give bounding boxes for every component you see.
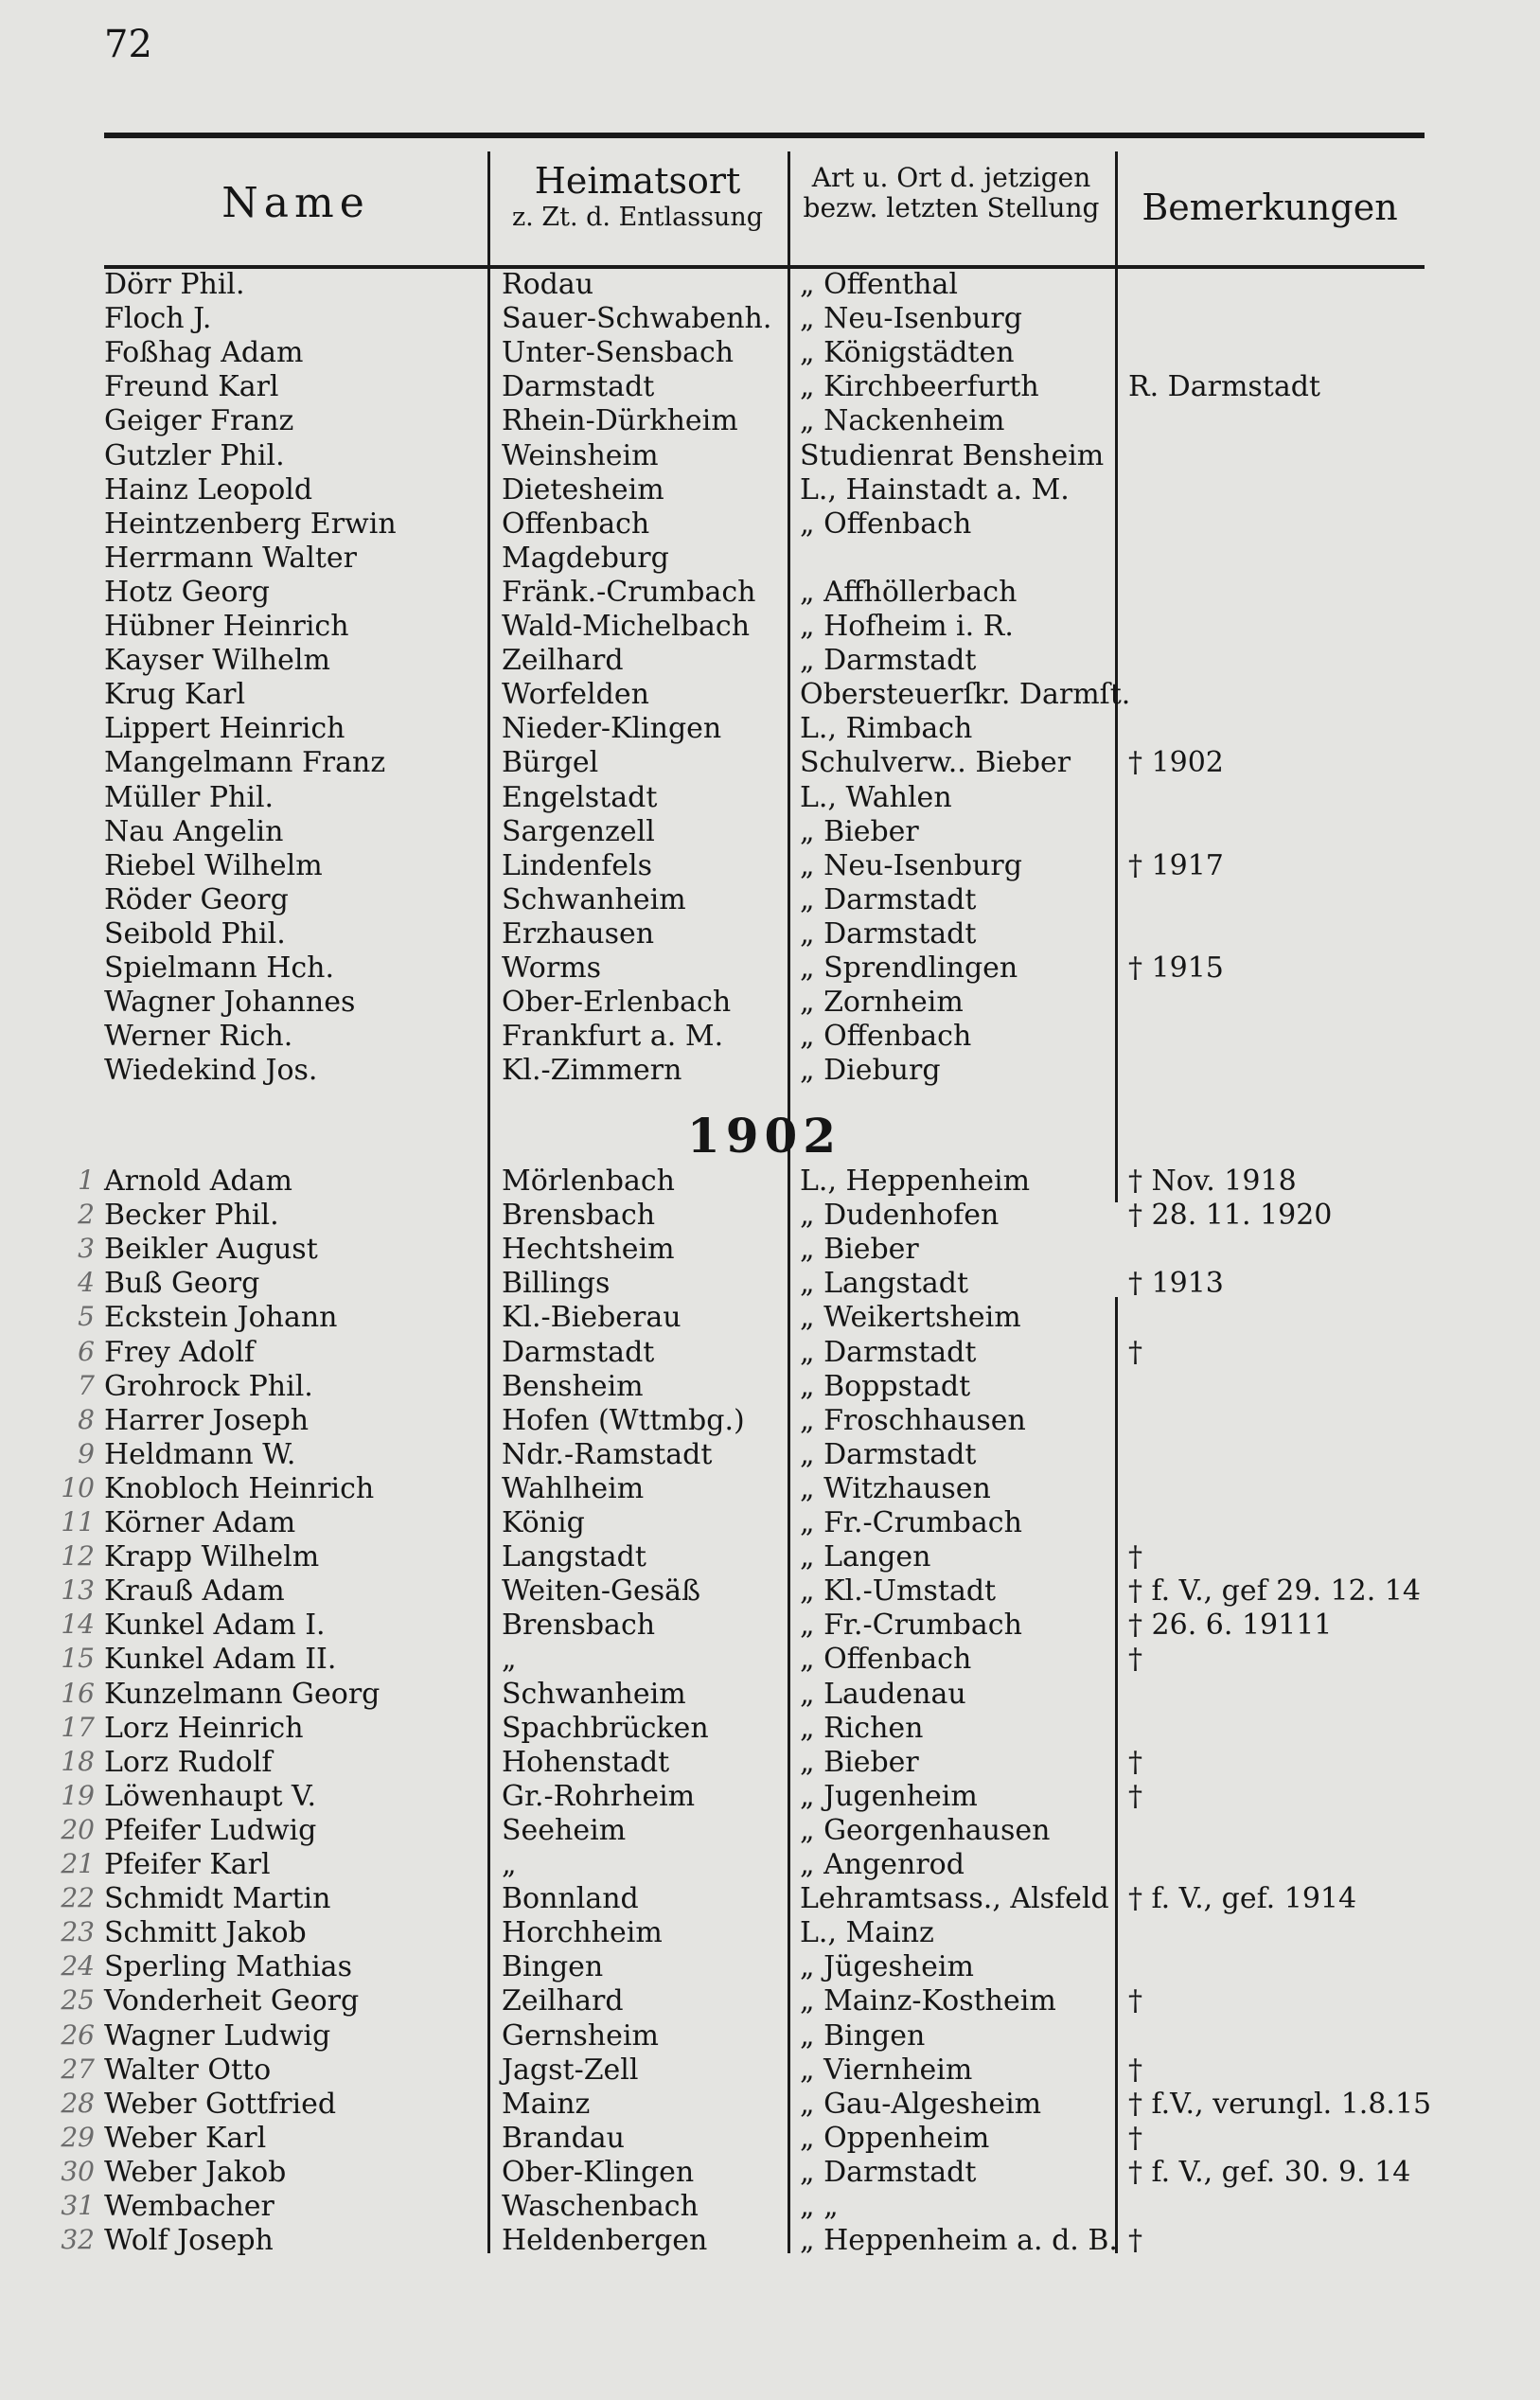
cell-position: „ Jügesheim [800,1950,974,1984]
cell-position: „ Heppenheim a. d. B. [800,2224,1118,2258]
cell-hometown: Sargenzell [502,814,655,848]
table-row [61,2190,1425,2224]
table-row [61,1984,1425,2018]
table-row [61,1574,1425,1609]
cell-hometown: „ [502,1643,517,1677]
cell-name: Frey Adolf [104,1335,256,1369]
cell-position: „ Boppstadt [800,1369,971,1403]
cell-name: Walter Otto [104,2053,272,2087]
cell-name: Müller Phil. [104,780,274,814]
cell-hometown: Hechtsheim [502,1233,675,1267]
cell-name: Riebel Wilhelm [104,848,323,882]
cell-remarks: † [1128,2053,1142,2087]
cell-remarks: † 28. 11. 1920 [1128,1199,1333,1233]
cell-position: „ Königstädten [800,336,1015,370]
cell-position: „ Bingen [800,2018,926,2053]
cell-hometown: Bensheim [502,1369,644,1403]
cell-hometown: Dietesheim [502,472,664,507]
table-row [104,883,1425,917]
table-row [104,370,1425,404]
header-name: Name [221,179,370,227]
cell-hometown: Offenbach [502,507,650,541]
cell-position: „ Neu-Isenburg [800,302,1022,336]
cell-hometown: Lindenfels [502,848,652,882]
table-row [104,1020,1425,1054]
table-row [78,1335,1425,1370]
row-index: 11 [61,1506,95,1538]
cell-position: „ Langstadt [800,1267,969,1301]
cell-name: Wembacher [104,2190,274,2223]
table-row [61,2018,1425,2053]
cell-hometown: Gernsheim [502,2018,659,2053]
cell-hometown: Wald-Michelbach [502,610,751,643]
cell-hometown: Hohenstadt [502,1745,670,1779]
table-row [104,507,1425,542]
cell-position: „ Dudenhofen [800,1199,1000,1233]
header-position-line1: Art u. Ort d. jetzigen [811,162,1091,193]
cell-position: „ Viernheim [800,2053,973,2087]
row-index: 31 [61,2190,95,2221]
cell-position: „ Fr.-Crumbach [800,1506,1022,1539]
cell-position: „ Dieburg [800,1054,941,1088]
cell-hometown: Schwanheim [502,882,686,916]
table-row [78,1369,1425,1404]
cell-name: Pfeifer Ludwig [104,1813,317,1847]
table-row [61,1471,1425,1506]
cell-name: Freund Karl [104,370,279,404]
cell-position: Obersteuerſkr. Darmſt. [800,678,1131,712]
cell-remarks: † [1128,2224,1142,2258]
table-row [104,644,1425,678]
cell-name: Eckstein Johann [104,1301,338,1335]
table-row [61,1916,1425,1950]
table-row [104,473,1425,507]
cell-hometown: Kl.-Bieberau [502,1301,681,1335]
table-row [104,678,1425,712]
cell-position: „ Darmstadt [800,916,977,951]
row-index: 9 [78,1437,95,1469]
cell-name: Weber Jakob [104,2155,287,2189]
cell-position: „ Georgenhausen [800,1813,1051,1847]
row-index: 2 [78,1199,95,1231]
cell-remarks: † [1128,1779,1142,1813]
cell-hometown: Jagst-Zell [502,2053,639,2087]
cell-position: „ Darmstadt [800,1335,977,1369]
cell-name: Krug Karl [104,678,246,712]
cell-position: „ Offenthal [800,268,958,301]
year-heading: 1902 [686,1108,842,1164]
cell-position: „ Affhöllerbach [800,575,1018,609]
table-row [104,610,1425,644]
table-row [104,576,1425,610]
table-row [61,1643,1425,1677]
cell-hometown: Nieder-Klingen [502,712,722,746]
table-row [104,951,1425,986]
cell-remarks: † 1902 [1128,746,1224,780]
cell-name: Löwenhaupt V. [104,1779,317,1813]
cell-position: „ Nackenheim [800,404,1005,438]
table-row [61,1882,1425,1916]
cell-remarks: † [1128,1745,1142,1779]
cell-position: „ Kirchbeerfurth [800,370,1039,404]
cell-position: „ Froschhausen [800,1403,1026,1437]
cell-position: „ Sprendlingen [800,951,1018,985]
table-row [61,1609,1425,1643]
table-top-rule [104,133,1425,138]
row-index: 23 [61,1916,95,1948]
row-index: 21 [61,1848,95,1879]
row-index: 22 [61,1882,95,1914]
cell-name: Wagner Ludwig [104,2018,331,2053]
header-hometown-line2: z. Zt. d. Entlassung [511,202,764,232]
table-row [61,1950,1425,1984]
row-index: 14 [61,1609,95,1641]
cell-name: Kunkel Adam I. [104,1609,326,1643]
cell-name: Nau Angelin [104,814,284,848]
row-index: 18 [61,1745,95,1777]
cell-name: Spielmann Hch. [104,951,335,985]
cell-hometown: Weiten-Gesäß [502,1574,701,1609]
cell-hometown: Darmstadt [502,370,655,404]
cell-hometown: Mörlenbach [502,1164,676,1198]
header-hometown-line1: Heimatsort [534,160,741,202]
cell-remarks: † f. V., gef 29. 12. 14 [1128,1574,1421,1609]
cell-hometown: Spachbrücken [502,1711,709,1745]
cell-name: Heldmann W. [104,1437,296,1471]
cell-name: Kunzelmann Georg [104,1677,381,1711]
cell-position: „ Kl.-Umstadt [800,1574,997,1609]
cell-hometown: Waschenbach [502,2190,699,2223]
cell-position: „ Darmstadt [800,2155,977,2189]
cell-hometown: Erzhausen [502,916,655,951]
cell-remarks: † f. V., gef. 1914 [1128,1882,1357,1916]
cell-hometown: Magdeburg [502,541,669,575]
cell-position: „ Offenbach [800,507,972,541]
cell-hometown: Bürgel [502,746,599,780]
table-row [61,1779,1425,1814]
cell-name: Wagner Johannes [104,986,356,1020]
row-index: 32 [61,2224,95,2256]
cell-position: „ Neu-Isenburg [800,848,1022,882]
cell-name: Lippert Heinrich [104,712,345,746]
cell-name: Krapp Wilhelm [104,1540,320,1574]
row-index: 6 [78,1335,95,1367]
cell-position: „ Darmstadt [800,1437,977,1471]
cell-hometown: Engelstadt [502,780,658,814]
cell-hometown: Hofen (Wttmbg.) [502,1403,745,1437]
cell-remarks: R. Darmstadt [1128,370,1320,404]
row-index: 26 [61,2018,95,2051]
page-number: 72 [104,23,152,66]
row-index: 29 [61,2121,95,2153]
cell-remarks: † 1917 [1128,848,1224,882]
cell-hometown: Worfelden [502,678,649,712]
cell-hometown: Rhein-Dürkheim [502,404,738,438]
table-row [104,986,1425,1020]
row-index: 28 [61,2087,95,2119]
cell-position: Lehramtsass., Alsfeld [800,1882,1109,1916]
cell-name: Knobloch Heinrich [104,1471,375,1505]
table-row [61,2224,1425,2258]
row-index: 15 [61,1643,95,1675]
table-row [104,542,1425,576]
cell-position: „ Hofheim i. R. [800,610,1014,643]
row-index: 7 [78,1369,95,1401]
cell-hometown: Worms [502,951,602,985]
row-index: 13 [61,1574,95,1607]
cell-remarks: † Nov. 1918 [1128,1164,1297,1198]
table-row [61,1540,1425,1574]
cell-name: Mangelmann Franz [104,746,386,780]
cell-hometown: Frankfurt a. M. [502,1020,724,1054]
cell-position: „ Mainz-Kostheim [800,1984,1056,2018]
cell-position: „ Jugenheim [800,1779,978,1813]
cell-name: Vonderheit Georg [104,1984,360,2018]
row-index: 16 [61,1677,95,1709]
row-index: 19 [61,1779,95,1811]
row-index: 25 [61,1984,95,2017]
row-index: 8 [78,1403,95,1435]
cell-position: „ Bieber [800,814,919,848]
cell-name: Herrmann Walter [104,541,357,575]
cell-hometown: Bonnland [502,1882,639,1916]
cell-name: Werner Rich. [104,1020,293,1054]
cell-position: L., Wahlen [800,780,952,814]
cell-position: „ Weikertsheim [800,1301,1021,1335]
row-index: 1 [78,1164,95,1196]
cell-remarks: † [1128,1643,1142,1677]
cell-position: L., Rimbach [800,712,973,746]
cell-hometown: Ndr.-Ramstadt [502,1437,713,1471]
cell-hometown: Rodau [502,268,594,301]
table-row [104,781,1425,815]
cell-hometown: Billings [502,1267,611,1301]
cell-name: Lorz Rudolf [104,1745,273,1779]
table-row [104,439,1425,473]
cell-name: Seibold Phil. [104,916,286,951]
cell-hometown: Ober-Klingen [502,2155,695,2189]
cell-name: Weber Gottfried [104,2087,337,2121]
cell-hometown: Brensbach [502,1609,656,1643]
table-row [61,1813,1425,1848]
cell-hometown: Zeilhard [502,644,624,678]
cell-position: Schulverw.. Bieber [800,746,1071,780]
cell-position: „ „ [800,2190,839,2223]
cell-name: Heintzenberg Erwin [104,507,397,541]
table-row [61,2053,1425,2088]
cell-position: „ Offenbach [800,1643,972,1677]
table-row [104,815,1425,849]
header-hometown [487,161,788,232]
table-row [61,1745,1425,1780]
table-row [104,1054,1425,1088]
row-index: 4 [78,1267,95,1299]
cell-name: Kunkel Adam II. [104,1643,337,1677]
cell-position: L., Hainstadt a. M. [800,472,1070,507]
cell-remarks: † f.V., verungl. 1.8.15 [1128,2087,1432,2121]
table-row [104,302,1425,336]
cell-position: „ Laudenau [800,1677,966,1711]
cell-hometown: Horchheim [502,1916,663,1950]
cell-name: Arnold Adam [104,1164,292,1198]
cell-name: Hainz Leopold [104,472,313,507]
row-index: 24 [61,1950,95,1982]
table-row [61,1506,1425,1540]
cell-hometown: Wahlheim [502,1471,645,1505]
table-row [78,1164,1425,1199]
table-row [104,268,1425,302]
cell-hometown: Brandau [502,2121,626,2155]
table-row [104,336,1425,370]
cell-hometown: Kl.-Zimmern [502,1054,682,1088]
cell-hometown: Mainz [502,2087,591,2121]
row-index: 20 [61,1813,95,1845]
cell-position: „ Offenbach [800,1020,972,1054]
cell-name: Dörr Phil. [104,268,245,301]
cell-position: L., Mainz [800,1916,934,1950]
cell-hometown: Sauer-Schwabenh. [502,302,772,336]
cell-hometown: Heldenbergen [502,2224,708,2258]
cell-name: Wolf Joseph [104,2224,274,2258]
header-position [788,163,1115,223]
table-row [104,917,1425,951]
table-row [78,1199,1425,1233]
cell-hometown: König [502,1506,585,1539]
cell-name: Schmidt Martin [104,1882,331,1916]
cell-hometown: Weinsheim [502,438,659,472]
cell-remarks: † [1128,1540,1142,1574]
header-position-line2: bezw. letzten Stellung [803,192,1100,224]
row-index: 5 [78,1301,95,1333]
cell-position: „ Langen [800,1540,931,1574]
register-table [61,133,1432,2258]
cell-position: „ Darmstadt [800,882,977,916]
table-row [61,2155,1425,2190]
cell-hometown: Schwanheim [502,1677,686,1711]
cell-position: L., Heppenheim [800,1164,1031,1198]
cell-hometown: „ [502,1848,517,1881]
cell-remarks: † [1128,1984,1142,2018]
cell-position: „ Richen [800,1711,924,1745]
cell-position: „ Witzhausen [800,1471,991,1505]
table-row [78,1233,1425,1267]
row-index: 3 [78,1233,95,1265]
cell-name: Buß Georg [104,1267,260,1301]
table-row [78,1301,1425,1335]
cell-hometown: Gr.-Rohrheim [502,1779,696,1813]
cell-position: „ Oppenheim [800,2121,990,2155]
cell-position: „ Bieber [800,1745,919,1779]
cell-name: Harrer Joseph [104,1403,310,1437]
cell-position: „ Angenrod [800,1848,965,1881]
cell-remarks: † [1128,1335,1142,1369]
cell-name: Schmitt Jakob [104,1916,307,1950]
cell-hometown: Bingen [502,1950,604,1984]
cell-name: Lorz Heinrich [104,1711,304,1745]
cell-position: „ Fr.-Crumbach [800,1609,1022,1643]
cell-name: Geiger Franz [104,404,294,438]
cell-remarks: † [1128,2121,1142,2155]
cell-position: Studienrat Bensheim [800,438,1105,472]
cell-hometown: Seeheim [502,1813,627,1847]
cell-name: Gutzler Phil. [104,438,285,472]
table-row [104,404,1425,438]
cell-position: „ Gau-Algesheim [800,2087,1042,2121]
cell-hometown: Ober-Erlenbach [502,986,732,1020]
cell-hometown: Brensbach [502,1199,656,1233]
cell-remarks: † f. V., gef. 30. 9. 14 [1128,2155,1411,2189]
cell-name: Krauß Adam [104,1574,285,1609]
table-row [61,2121,1425,2156]
cell-position: „ Zornheim [800,986,964,1020]
table-row [78,1403,1425,1438]
table-row [104,849,1425,883]
table-row [61,1848,1425,1882]
table-row [78,1437,1425,1472]
table-row [61,1711,1425,1746]
cell-remarks: † 26. 6. 19111 [1128,1609,1333,1643]
cell-remarks: † 1913 [1128,1267,1224,1301]
cell-hometown: Zeilhard [502,1984,624,2018]
cell-name: Becker Phil. [104,1199,279,1233]
row-index: 12 [61,1540,95,1573]
row-index: 17 [61,1711,95,1743]
row-index: 30 [61,2155,95,2187]
cell-name: Foßhag Adam [104,336,304,370]
cell-hometown: Fränk.-Crumbach [502,575,756,609]
table-row [61,1677,1425,1712]
table-row [61,2087,1432,2122]
cell-name: Hotz Georg [104,575,270,609]
cell-position: „ Darmstadt [800,644,977,678]
cell-hometown: Langstadt [502,1540,646,1574]
row-index: 10 [61,1471,95,1503]
table-row [104,746,1425,780]
cell-name: Weber Karl [104,2121,267,2155]
cell-name: Röder Georg [104,882,289,916]
table-row [104,712,1425,746]
cell-hometown: Unter-Sensbach [502,336,735,370]
cell-position: „ Bieber [800,1233,919,1267]
cell-remarks: † 1915 [1128,951,1224,985]
cell-name: Kayser Wilhelm [104,644,330,678]
cell-name: Sperling Mathias [104,1950,352,1984]
cell-name: Grohrock Phil. [104,1369,313,1403]
row-index: 27 [61,2053,95,2085]
cell-name: Wiedekind Jos. [104,1054,318,1088]
cell-name: Beikler August [104,1233,318,1267]
table-row [78,1267,1425,1301]
header-remarks: Bemerkungen [1142,187,1398,228]
cell-name: Floch J. [104,302,212,336]
cell-hometown: Darmstadt [502,1335,655,1369]
cell-name: Körner Adam [104,1506,296,1539]
cell-name: Hübner Heinrich [104,610,349,643]
cell-name: Pfeifer Karl [104,1848,271,1881]
